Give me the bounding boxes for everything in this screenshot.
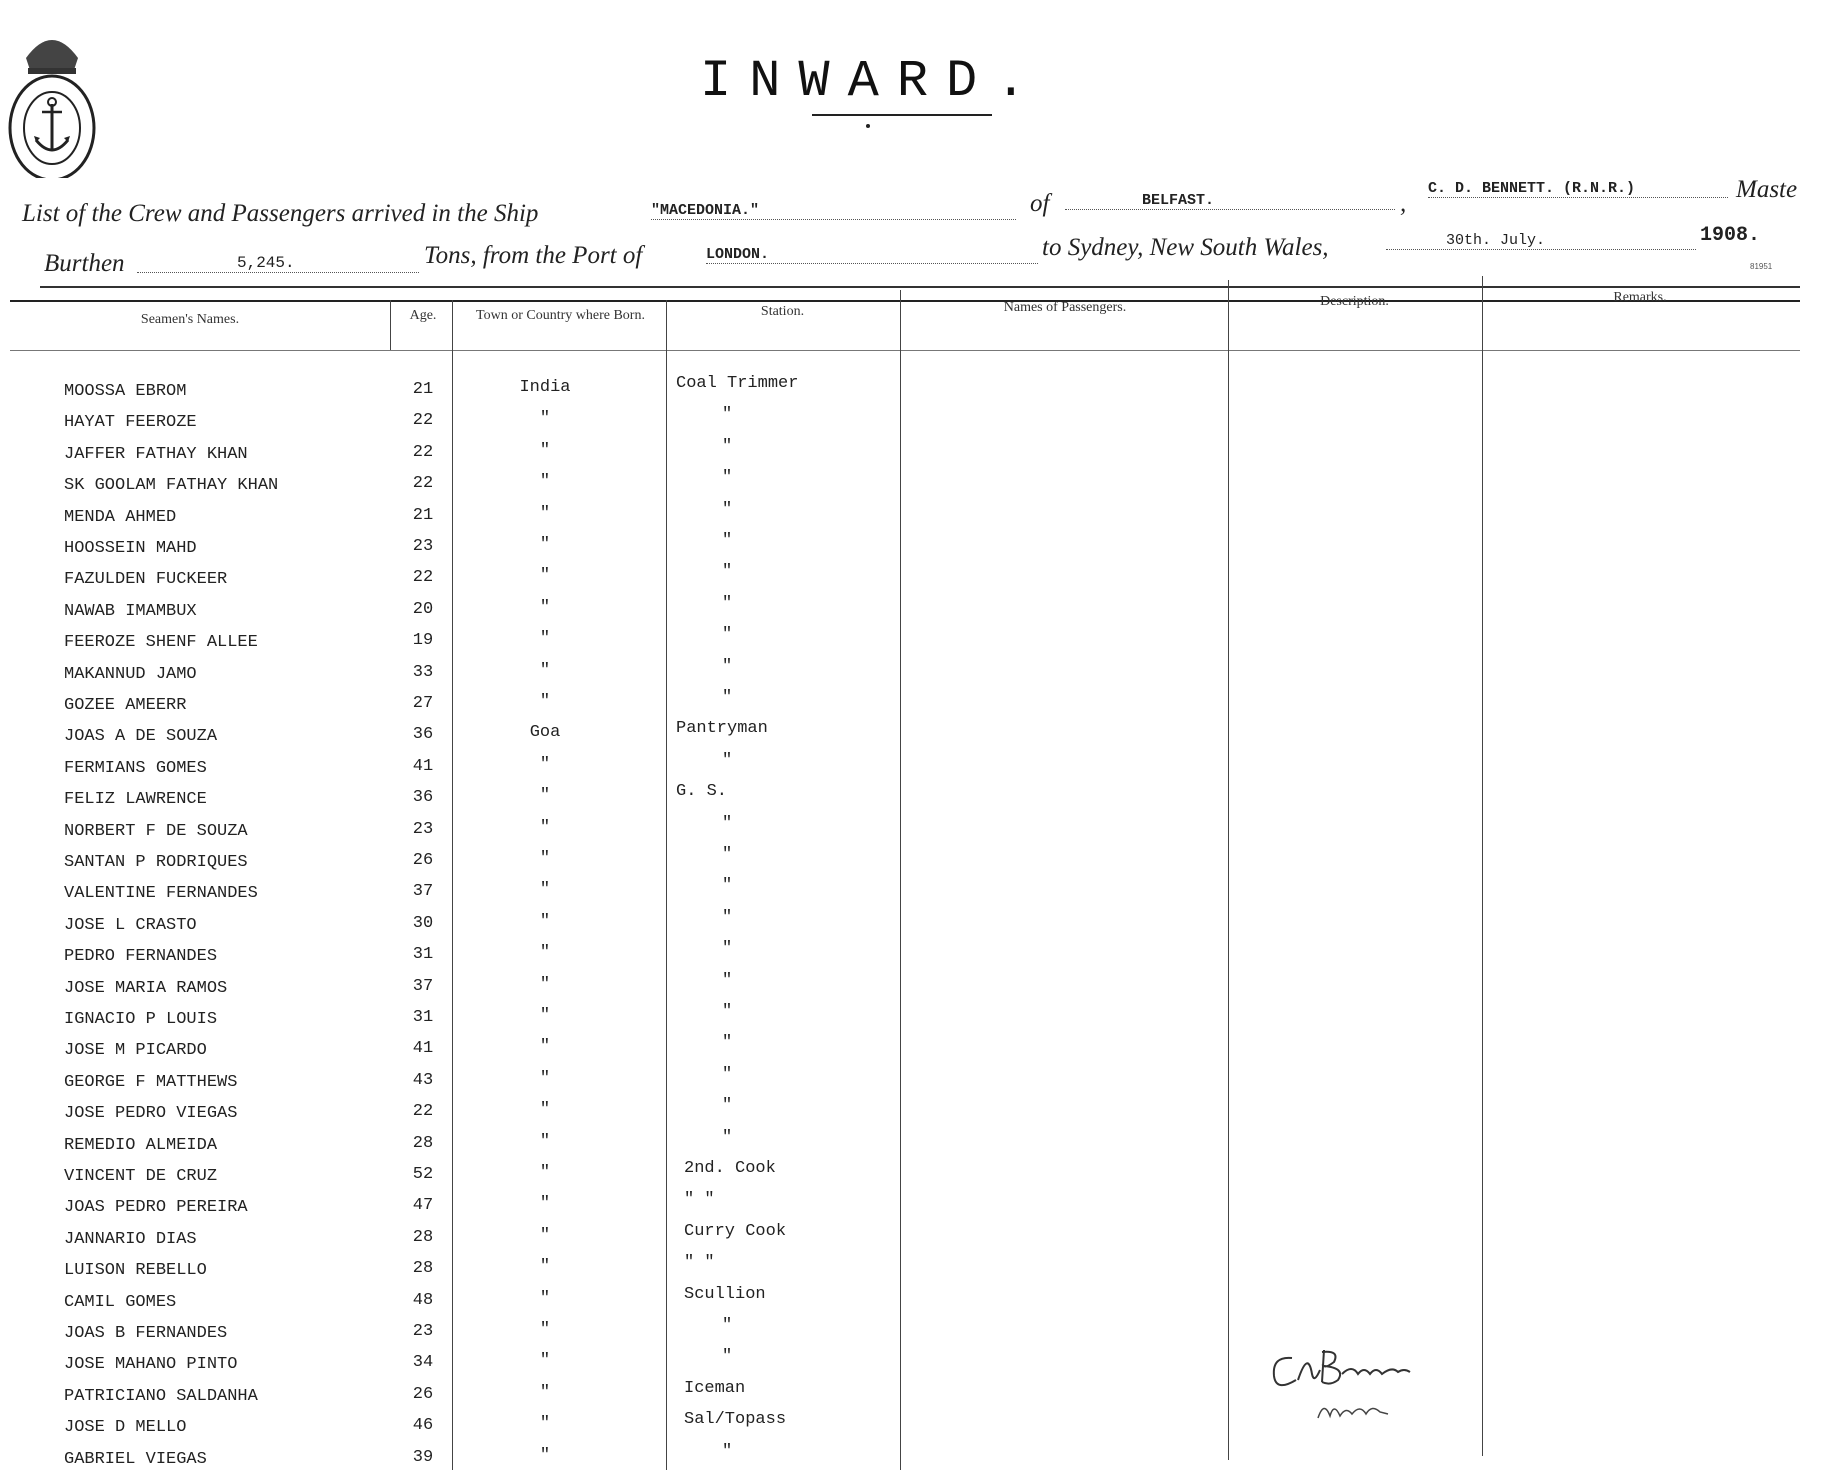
col-header-names: Seamen's Names. (140, 312, 240, 327)
seaman-name: NORBERT F DE SOUZA (64, 822, 248, 841)
col-header-passengers: Names of Passengers. (1003, 300, 1127, 315)
seaman-name: HAYAT FEEROZE (64, 413, 197, 432)
seaman-birthplace: " (539, 849, 551, 868)
seaman-station: " (722, 1316, 733, 1335)
seaman-age: 47 (412, 1196, 434, 1215)
col-divider-passengers (900, 290, 901, 1470)
of-label: of (1030, 190, 1050, 217)
seaman-station: " (722, 562, 733, 581)
seaman-name: MOOSSA EBROM (64, 382, 187, 401)
seaman-name: JOSE MARIA RAMOS (64, 979, 228, 998)
seaman-station: " (722, 500, 733, 519)
seaman-age: 37 (412, 882, 434, 901)
seaman-birthplace: " (539, 598, 551, 617)
seaman-name: LUISON REBELLO (64, 1261, 207, 1280)
seaman-age: 31 (412, 945, 434, 964)
seaman-name: FEEROZE SHENF ALLEE (64, 633, 258, 652)
seaman-birthplace: Goa (529, 723, 561, 742)
seaman-birthplace: " (539, 692, 551, 711)
seaman-name: JOAS B FERNANDES (64, 1324, 228, 1343)
seaman-birthplace: " (539, 504, 551, 523)
seaman-birthplace: " (539, 1069, 551, 1088)
col-header-age: Age. (409, 308, 437, 323)
col-divider-remarks (1482, 276, 1483, 1456)
seaman-name: FELIZ LAWRENCE (64, 790, 207, 809)
seaman-age: 22 (412, 568, 434, 587)
title-dot (866, 124, 870, 128)
seaman-birthplace: " (539, 912, 551, 931)
seaman-station: " (722, 908, 733, 927)
seaman-age: 22 (412, 1102, 434, 1121)
seaman-age: 26 (412, 851, 434, 870)
seaman-station: " " (684, 1190, 715, 1209)
seaman-birthplace: " (539, 1383, 551, 1402)
col-header-remarks: Remarks. (1613, 290, 1667, 305)
col-divider-born (452, 300, 453, 1470)
seaman-station: " (722, 845, 733, 864)
seaman-age: 30 (412, 914, 434, 933)
document-title: INWARD. (700, 52, 1045, 111)
col-header-description: Description. (1320, 294, 1389, 309)
seaman-station: " (722, 876, 733, 895)
seaman-age: 41 (412, 757, 434, 776)
seaman-name: PATRICIANO SALDANHA (64, 1387, 258, 1406)
seaman-birthplace: " (539, 975, 551, 994)
seaman-age: 23 (412, 820, 434, 839)
seaman-name: NAWAB IMAMBUX (64, 602, 197, 621)
seaman-age: 28 (412, 1228, 434, 1247)
seaman-birthplace: " (539, 1006, 551, 1025)
seaman-birthplace: " (539, 441, 551, 460)
seaman-name: JOSE D MELLO (64, 1418, 187, 1437)
seaman-birthplace: " (539, 1037, 551, 1056)
seaman-name: JOAS PEDRO PEREIRA (64, 1198, 248, 1217)
seaman-station: " (722, 1033, 733, 1052)
seaman-name: JANNARIO DIAS (64, 1230, 197, 1249)
shipping-master-seal (6, 28, 98, 178)
seaman-name: FAZULDEN FUCKEER (64, 570, 228, 589)
seaman-birthplace: " (539, 629, 551, 648)
seaman-station: " (722, 688, 733, 707)
seaman-birthplace: " (539, 661, 551, 680)
seaman-name: CAMIL GOMES (64, 1293, 177, 1312)
seaman-station: " (722, 751, 733, 770)
seaman-name: JOSE MAHANO PINTO (64, 1355, 238, 1374)
seaman-birthplace: India (519, 378, 571, 397)
seaman-birthplace: " (539, 1446, 551, 1465)
seaman-station: " (722, 1442, 733, 1461)
col-divider-station (666, 300, 667, 1470)
seaman-birthplace: " (539, 566, 551, 585)
seaman-name: SK GOOLAM FATHAY KHAN (64, 476, 279, 495)
seaman-station: Coal Trimmer (676, 374, 799, 393)
seaman-age: 33 (412, 663, 434, 682)
seaman-age: 22 (412, 443, 434, 462)
seaman-name: GOZEE AMEERR (64, 696, 187, 715)
seaman-age: 26 (412, 1385, 434, 1404)
seaman-birthplace: " (539, 755, 551, 774)
seaman-birthplace: " (539, 1414, 551, 1433)
seaman-age: 37 (412, 977, 434, 996)
seaman-name: IGNACIO P LOUIS (64, 1010, 218, 1029)
master-label: Maste (1736, 176, 1798, 203)
seaman-station: Sal/Topass (684, 1410, 787, 1429)
seaman-station: 2nd. Cook (684, 1159, 776, 1178)
seaman-age: 21 (412, 380, 434, 399)
seaman-station: " (722, 625, 733, 644)
seaman-birthplace: " (539, 1351, 551, 1370)
seaman-birthplace: " (539, 786, 551, 805)
seaman-station: " (722, 1128, 733, 1147)
seaman-birthplace: " (539, 1257, 551, 1276)
burthen-label: Burthen (44, 250, 125, 277)
seaman-age: 43 (412, 1071, 434, 1090)
seaman-station: Curry Cook (684, 1222, 787, 1241)
col-header-station: Station. (760, 304, 805, 319)
seaman-birthplace: " (539, 1100, 551, 1119)
seaman-name: HOOSSEIN MAHD (64, 539, 197, 558)
seaman-birthplace: " (539, 1194, 551, 1213)
seaman-age: 41 (412, 1039, 434, 1058)
seaman-age: 27 (412, 694, 434, 713)
port-of-registry: BELFAST. (1065, 192, 1395, 210)
seaman-station: " (722, 405, 733, 424)
seaman-station: Pantryman (676, 719, 768, 738)
seaman-station: " (722, 1096, 733, 1115)
seaman-station: " (722, 468, 733, 487)
seaman-age: 22 (412, 411, 434, 430)
seaman-name: GABRIEL VIEGAS (64, 1450, 207, 1469)
ship-name: "MACEDONIA." (651, 202, 1016, 220)
seaman-age: 21 (412, 506, 434, 525)
seaman-name: JOAS A DE SOUZA (64, 727, 218, 746)
seaman-birthplace: " (539, 943, 551, 962)
seaman-name: MENDA AHMED (64, 508, 177, 527)
arrival-date: 30th. July. (1386, 232, 1696, 250)
col-header-born: Town or Country where Born. (476, 308, 645, 323)
to-sydney-label: to Sydney, New South Wales, (1042, 234, 1329, 261)
seaman-birthplace: " (539, 818, 551, 837)
seaman-name: REMEDIO ALMEIDA (64, 1136, 218, 1155)
seaman-age: 46 (412, 1416, 434, 1435)
col-divider-description (1228, 280, 1229, 1460)
seaman-age: 23 (412, 1322, 434, 1341)
seaman-name: VINCENT DE CRUZ (64, 1167, 218, 1186)
seaman-station: " (722, 531, 733, 550)
seaman-age: 28 (412, 1134, 434, 1153)
seaman-age: 48 (412, 1291, 434, 1310)
seaman-station: " (722, 1065, 733, 1084)
seaman-age: 39 (412, 1448, 434, 1467)
seaman-age: 52 (412, 1165, 434, 1184)
tons-value: 5,245. (137, 254, 419, 273)
seaman-station: " (722, 814, 733, 833)
seaman-age: 20 (412, 600, 434, 619)
seaman-name: JAFFER FATHAY KHAN (64, 445, 248, 464)
seaman-age: 22 (412, 474, 434, 493)
seaman-age: 34 (412, 1353, 434, 1372)
seaman-station: " (722, 971, 733, 990)
seaman-name: MAKANNUD JAMO (64, 665, 197, 684)
seaman-birthplace: " (539, 1226, 551, 1245)
header-comma: , (1400, 190, 1407, 217)
seaman-station: " (722, 1347, 733, 1366)
arrival-year: 1908. (1700, 224, 1761, 247)
from-port: LONDON. (706, 246, 1038, 264)
seaman-name: JOSE M PICARDO (64, 1041, 207, 1060)
seaman-name: FERMIANS GOMES (64, 759, 207, 778)
col-divider-age (390, 300, 391, 350)
seaman-name: JOSE L CRASTO (64, 916, 197, 935)
master-signature (1268, 1340, 1448, 1435)
seaman-name: PEDRO FERNANDES (64, 947, 218, 966)
seaman-station: " (722, 657, 733, 676)
seaman-age: 31 (412, 1008, 434, 1027)
seaman-name: SANTAN P RODRIQUES (64, 853, 248, 872)
seaman-station: " (722, 594, 733, 613)
seaman-age: 36 (412, 788, 434, 807)
seaman-station: Scullion (684, 1285, 766, 1304)
seaman-birthplace: " (539, 472, 551, 491)
seaman-age: 28 (412, 1259, 434, 1278)
seaman-birthplace: " (539, 1289, 551, 1308)
seaman-name: GEORGE F MATTHEWS (64, 1073, 238, 1092)
seaman-birthplace: " (539, 1320, 551, 1339)
seaman-birthplace: " (539, 409, 551, 428)
seaman-birthplace: " (539, 880, 551, 899)
title-rule (812, 114, 992, 116)
table-header-rule (10, 350, 1800, 351)
seaman-station: Iceman (684, 1379, 746, 1398)
seaman-name: VALENTINE FERNANDES (64, 884, 258, 903)
seaman-name: JOSE PEDRO VIEGAS (64, 1104, 238, 1123)
seaman-station: " (722, 1002, 733, 1021)
list-heading-label: List of the Crew and Passengers arrived in the Ship (22, 200, 539, 227)
seaman-station: G. S. (676, 782, 728, 801)
tons-from-port-label: Tons, from the Port of (424, 242, 643, 269)
table-top-rule-thin (40, 286, 1800, 288)
seaman-station: " (722, 437, 733, 456)
seaman-birthplace: " (539, 1163, 551, 1182)
seaman-age: 23 (412, 537, 434, 556)
form-number: 81951 (1750, 262, 1773, 271)
seaman-age: 19 (412, 631, 434, 650)
master-name: C. D. BENNETT. (R.N.R.) (1428, 180, 1728, 198)
seaman-age: 36 (412, 725, 434, 744)
seaman-station: " " (684, 1253, 715, 1272)
seaman-station: " (722, 939, 733, 958)
seaman-birthplace: " (539, 535, 551, 554)
seaman-birthplace: " (539, 1132, 551, 1151)
